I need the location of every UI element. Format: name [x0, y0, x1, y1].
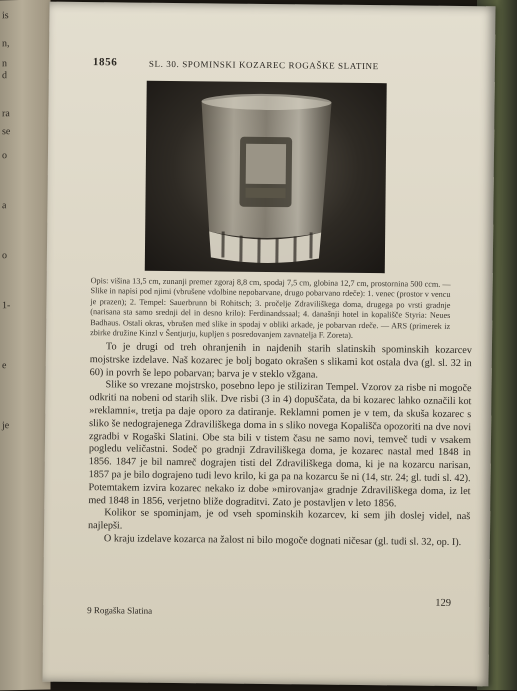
page-number: 129 — [435, 598, 451, 609]
left-page-fragment: o — [2, 250, 7, 262]
running-head — [93, 58, 453, 62]
left-page-fragment: a — [2, 200, 6, 212]
left-page-fragment: d — [2, 70, 7, 82]
glass-cup-illustration — [145, 81, 387, 274]
left-page-fragment: se — [2, 126, 10, 138]
paragraph: Kolikor se spominjam, je od vseh spominskih kozarcev, ki sem jih doslej videl, naš najlepši. — [88, 507, 470, 537]
book-page — [42, 2, 495, 687]
body-text — [88, 341, 472, 550]
left-page-fragment: is — [2, 10, 9, 22]
left-page-fragment: 1- — [2, 300, 10, 312]
caption-text: Opis: višina 13,5 cm, zunanji premer zgoraj 8,8 cm, spodaj 7,5 cm, globina 12,7 cm, prostornina 500 ccm. — Slike in napisi pod njimi (vbrušene vdolbine nepobarvane, drugo pobarvano rdeče): 1. venec (prostor v vencu je prazen); 2. Tempel: Sauerbrunn bi Rohitsch; 3. pročelje Zdraviliškega doma, drugega po vrsti gradnje (narisana sta samo srednji del in desno krilo): Ferdinandssaal; 4. današnji hotel in kopališče Styria: Neues Badhaus. Ostali okras, vbrušen med slike in spodaj v obliki arkade, je pobarvan rdeče. — ARS (primerek iz zbirke družine Kinzl v Šentjurju, kupljen s posredovanjem zavnatelja F. Zoreta). — [90, 276, 451, 342]
photo-caption — [90, 276, 451, 342]
left-page-fragment: n, — [2, 38, 10, 50]
paragraph: Slike so vrezane mojstrsko, posebno lepo je stiliziran Tempel. Vzorov za risbe ni mogoče odkriti na nobeni od starih slik. Dve risbi (3 in 4) dopuščata, da bi kozarec lahko označili kot »reklamni«, tretja pa daje oporo za datiranje. Reklamni pomen je v tem, da skuša kozarec s sliko še nedograjenega Zdraviliškega doma in s sliko novega Kopališča opozoriti na dve novi zgradbi v Rogaški Slatini. Obe sta bili v tistem času ne samo novi, temveč tudi v vsakem pogledu veličastni. Sodeč po gradnji Zdraviliškega doma, je kozarec nastal med 1848 in 1856. 1847 je bil namreč dograjen tisti del Zdraviliškega doma, ki je na kozarcu narisan, 1857 pa je bilo dograjeno tudi levo krilo, ki ga pa na kozarcu še ni (14, str. 24; gl. tudi sl. 42). Potemtakem izvira kozarec nekako iz dobe »mirovanja« gradnje Zdraviliškega doma, iz let med 1848 in 1856, verjetno bliže dograditvi. Zato je postavljen v leto 1856. — [88, 380, 471, 512]
left-page-fragment: n — [2, 58, 7, 70]
footer-signature: 9 Rogaška Slatina — [87, 605, 152, 616]
running-head-title: SL. 30. SPOMINSKI KOZAREC ROGAŠKE SLATINE — [149, 59, 379, 71]
left-page-fragment: je — [2, 420, 9, 432]
paragraph: O kraju izdelave kozarca na žalost ni bilo mogoče dognati ničesar (gl. tudi sl. 32, op. I). — [88, 533, 470, 550]
left-page-fragment: o — [2, 150, 7, 162]
left-page-fragment: ra — [2, 108, 10, 120]
running-head-year: 1856 — [93, 56, 118, 68]
left-page-fragment: e — [2, 360, 6, 372]
paragraph: To je drugi od treh ohranjenih in najdenih starih slatinskih spominskih kozarcev mojstrske izdelave. Naš kozarec je bolj bogato okrašen s slikami kot ostala dva (gl. sl. 32 in 60) in povrh še lepo pobarvan; barva je v steklo vžgana. — [90, 341, 472, 383]
glass-photo — [145, 81, 387, 274]
